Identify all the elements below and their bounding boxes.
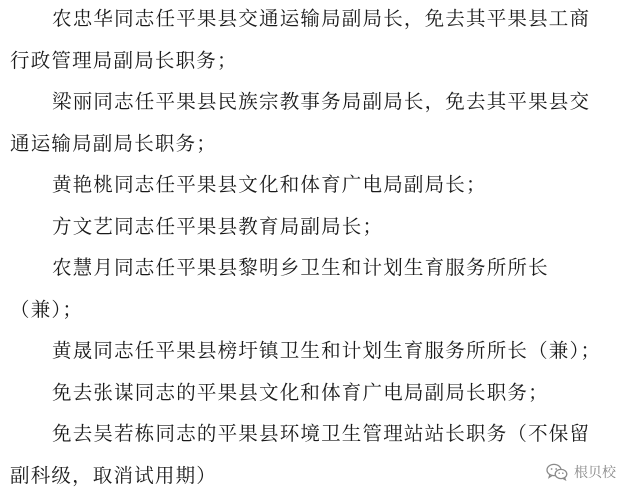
paragraph-2-line-2: 通运输局副局长职务； [10,132,218,155]
paragraph-6: 黄晟同志任平果县榜圩镇卫生和计划生育服务所所长（兼）； [52,339,602,362]
paragraph-8-line-1: 免去吴若栋同志的平果县环境卫生管理站站长职务（不保留 [52,422,591,445]
paragraph-7: 免去张谋同志的平果县文化和体育广电局副局长职务； [52,381,549,404]
paragraph-5-line-2: （兼）； [10,298,84,321]
paragraph-1-line-2: 行政管理局副局长职务； [10,49,238,72]
paragraph-8-line-2: 副科级，取消试用期） [10,464,218,487]
paragraph-2-line-1: 梁丽同志任平果县民族宗教事务局副局长，免去其平果县交 [52,90,591,113]
paragraph-1-line-1: 农忠华同志任平果县交通运输局副局长，免去其平果县工商 [52,7,591,30]
watermark-text: 根贝校 [574,465,616,481]
paragraph-4: 方文艺同志任平果县教育局副局长； [52,215,384,238]
paragraph-5-line-1: 农慧月同志任平果县黎明乡卫生和计划生育服务所所长 [52,256,549,279]
wechat-watermark [546,462,616,482]
wechat-icon [546,463,568,481]
paragraph-3: 黄艳桃同志任平果县文化和体育广电局副局长； [52,173,487,196]
